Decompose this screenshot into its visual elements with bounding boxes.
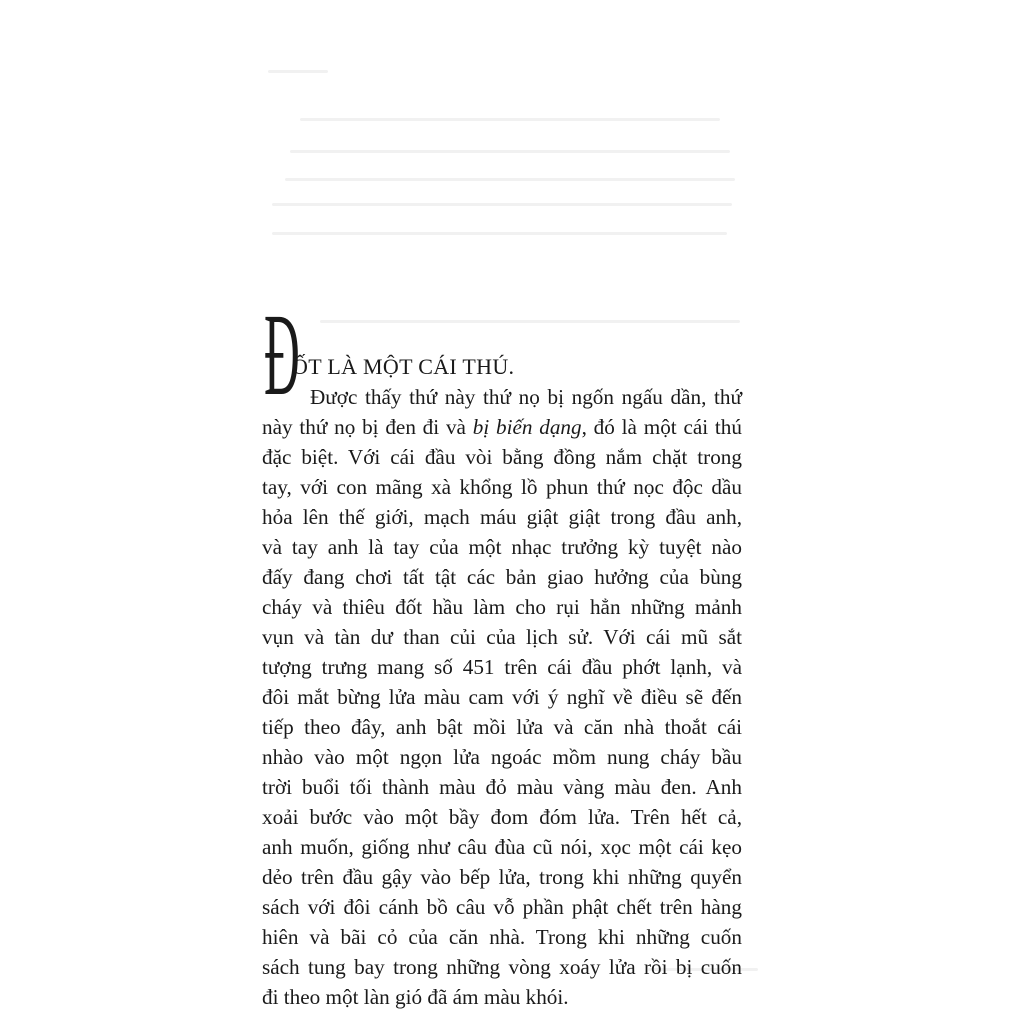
show-through-mark <box>285 178 735 181</box>
italic-phrase: bị biến dạng <box>472 415 582 439</box>
show-through-mark <box>272 232 727 235</box>
text-line: tượng trưng mang số 451 trên cái đầu phớt lạnh, và <box>262 655 742 679</box>
text-line: nhào vào một ngọn lửa ngoác mồm nung cháy bầu <box>262 745 742 769</box>
text-line: hỏa lên thế giới, mạch máu giật giật trong đầu anh, <box>262 505 742 529</box>
text-line: Được thấy thứ này thứ nọ bị ngốn ngấu dần, thứ <box>310 385 742 409</box>
text-line: trời buổi tối thành màu đỏ màu vàng màu đen. Anh <box>262 775 742 799</box>
text-line: xoải bước vào một bầy đom đóm lửa. Trên hết cả, <box>262 805 742 829</box>
text-line: đi theo một làn gió đã ám màu khói. <box>262 985 569 1009</box>
opening-line: ỐT LÀ MỘT CÁI THÚ. <box>292 354 515 379</box>
text-line: đôi mắt bừng lửa màu cam với ý nghĩ về điều sẽ đến <box>262 685 742 709</box>
text-line: này thứ nọ bị đen đi và bị biến dạng, đó là một cái thú <box>262 415 742 439</box>
text-line: tay, với con mãng xà khổng lồ phun thứ nọc độc dầu <box>262 475 742 499</box>
show-through-mark <box>268 70 328 73</box>
text-line: anh muốn, giống như câu đùa cũ nói, xọc một cái kẹo <box>262 835 742 859</box>
body-paragraph <box>262 382 762 1012</box>
text-line: đặc biệt. Với cái đầu vòi bằng đồng nắm chặt trong <box>262 445 742 469</box>
show-through-mark <box>272 203 732 206</box>
show-through-mark <box>290 150 730 153</box>
text-line: cháy và thiêu đốt hầu làm cho rụi hẳn những mảnh <box>262 595 742 619</box>
text-line: vụn và tàn dư than củi của lịch sử. Với cái mũ sắt <box>262 625 742 649</box>
text-line: sách với đôi cánh bồ câu vỗ phần phật chết trên hàng <box>262 895 742 919</box>
text-line: sách tung bay trong những vòng xoáy lửa rồi bị cuốn <box>262 955 742 979</box>
text-line: tiếp theo đây, anh bật mồi lửa và căn nhà thoắt cái <box>262 715 742 739</box>
text-line: và tay anh là tay của một nhạc trưởng kỳ tuyệt nào <box>262 535 742 559</box>
chapter-text <box>262 289 762 1012</box>
text-line: đấy đang chơi tất tật các bản giao hưởng của bùng <box>262 565 742 589</box>
drop-cap: Đ <box>264 289 300 420</box>
text-line: hiên và bãi cỏ của căn nhà. Trong khi những cuốn <box>262 925 742 949</box>
show-through-mark <box>300 118 720 121</box>
text-line: dẻo trên đầu gậy vào bếp lửa, trong khi những quyển <box>262 865 742 889</box>
